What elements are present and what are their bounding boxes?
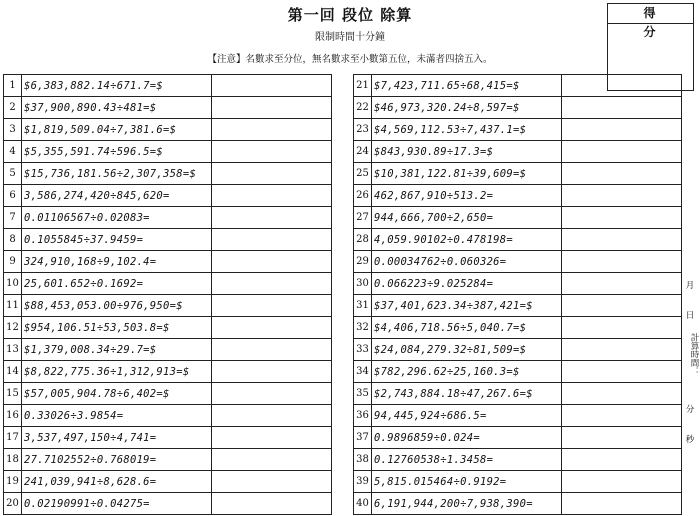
- question-row: [4, 405, 332, 427]
- answer-cell[interactable]: [212, 75, 332, 97]
- answer-cell[interactable]: [562, 295, 682, 317]
- question-row: [354, 185, 682, 207]
- question-number: 32: [354, 317, 372, 339]
- answer-cell[interactable]: [562, 471, 682, 493]
- question-row: [354, 251, 682, 273]
- answer-cell[interactable]: [212, 185, 332, 207]
- question-number: 9: [4, 251, 22, 273]
- question-expression: $37,900,890.43÷481=$: [22, 97, 212, 119]
- question-expression: 0.33026÷3.9854=: [22, 405, 212, 427]
- question-number: 19: [4, 471, 22, 493]
- answer-cell[interactable]: [212, 163, 332, 185]
- answer-cell[interactable]: [212, 471, 332, 493]
- question-expression: $46,973,320.24÷8,597=$: [372, 97, 562, 119]
- question-expression: 0.1055845÷37.9459=: [22, 229, 212, 251]
- question-number: 5: [4, 163, 22, 185]
- question-number: 18: [4, 449, 22, 471]
- question-number: 40: [354, 493, 372, 515]
- question-expression: $4,406,718.56÷5,040.7=$: [372, 317, 562, 339]
- question-expression: $15,736,181.56÷2,307,358=$: [22, 163, 212, 185]
- question-number: 20: [4, 493, 22, 515]
- answer-cell[interactable]: [212, 119, 332, 141]
- question-expression: $1,379,008.34÷29.7=$: [22, 339, 212, 361]
- question-row: [4, 295, 332, 317]
- question-row: [4, 251, 332, 273]
- time-limit: 限制時間十分鐘: [315, 32, 385, 43]
- side-label-calc-time: 計算時間：: [689, 332, 699, 376]
- answer-cell[interactable]: [212, 427, 332, 449]
- question-number: 35: [354, 383, 372, 405]
- question-number: 11: [4, 295, 22, 317]
- question-expression: 25,601.652÷0.1692=: [22, 273, 212, 295]
- question-row: [354, 295, 682, 317]
- question-row: [4, 163, 332, 185]
- question-number: 25: [354, 163, 372, 185]
- question-number: 4: [4, 141, 22, 163]
- question-row: [4, 229, 332, 251]
- answer-cell[interactable]: [562, 383, 682, 405]
- answer-cell[interactable]: [562, 185, 682, 207]
- question-expression: $782,296.62÷25,160.3=$: [372, 361, 562, 383]
- answer-cell[interactable]: [562, 163, 682, 185]
- answer-cell[interactable]: [562, 75, 682, 97]
- answer-cell[interactable]: [562, 97, 682, 119]
- score-label: 得 分: [608, 4, 693, 24]
- answer-cell[interactable]: [212, 207, 332, 229]
- question-number: 29: [354, 251, 372, 273]
- question-expression: 0.9896859÷0.024=: [372, 427, 562, 449]
- question-expression: 324,910,168÷9,102.4=: [22, 251, 212, 273]
- answer-cell[interactable]: [212, 405, 332, 427]
- question-row: [4, 141, 332, 163]
- question-number: 13: [4, 339, 22, 361]
- question-expression: $5,355,591.74÷596.5=$: [22, 141, 212, 163]
- question-number: 30: [354, 273, 372, 295]
- answer-cell[interactable]: [562, 141, 682, 163]
- question-row: [354, 119, 682, 141]
- question-number: 26: [354, 185, 372, 207]
- question-row: [4, 185, 332, 207]
- question-expression: $843,930.89÷17.3=$: [372, 141, 562, 163]
- question-table-right: [353, 74, 682, 515]
- question-number: 16: [4, 405, 22, 427]
- answer-cell[interactable]: [212, 97, 332, 119]
- question-number: 31: [354, 295, 372, 317]
- question-number: 21: [354, 75, 372, 97]
- question-number: 3: [4, 119, 22, 141]
- question-row: [4, 383, 332, 405]
- question-row: [354, 163, 682, 185]
- answer-cell[interactable]: [212, 141, 332, 163]
- question-expression: 944,666,700÷2,650=: [372, 207, 562, 229]
- question-expression: $7,423,711.65÷68,415=$: [372, 75, 562, 97]
- question-number: 6: [4, 185, 22, 207]
- question-number: 36: [354, 405, 372, 427]
- question-number: 1: [4, 75, 22, 97]
- question-row: [354, 141, 682, 163]
- answer-cell[interactable]: [212, 339, 332, 361]
- question-expression: 6,191,944,200÷7,938,390=: [372, 493, 562, 515]
- question-row: [4, 317, 332, 339]
- question-expression: $24,084,279.32÷81,509=$: [372, 339, 562, 361]
- question-row: [4, 493, 332, 515]
- question-row: [354, 449, 682, 471]
- side-label-month: 月: [685, 281, 695, 291]
- instruction-note: 【注意】名數求至分位，無名數求至小數第五位，未滿者四捨五入。: [207, 54, 493, 65]
- question-row: [4, 97, 332, 119]
- answer-cell[interactable]: [562, 405, 682, 427]
- answer-cell[interactable]: [212, 449, 332, 471]
- question-row: [354, 339, 682, 361]
- question-expression: $37,401,623.34÷387,421=$: [372, 295, 562, 317]
- question-row: [4, 273, 332, 295]
- question-number: 12: [4, 317, 22, 339]
- question-number: 14: [4, 361, 22, 383]
- answer-cell[interactable]: [562, 119, 682, 141]
- question-expression: 94,445,924÷686.5=: [372, 405, 562, 427]
- question-row: [4, 339, 332, 361]
- question-expression: 3,586,274,420÷845,620=: [22, 185, 212, 207]
- question-row: [354, 427, 682, 449]
- question-number: 28: [354, 229, 372, 251]
- answer-cell[interactable]: [562, 339, 682, 361]
- question-expression: 0.01106567÷0.02083=: [22, 207, 212, 229]
- question-number: 33: [354, 339, 372, 361]
- question-row: [354, 317, 682, 339]
- question-row: [4, 427, 332, 449]
- question-number: 39: [354, 471, 372, 493]
- question-expression: $2,743,884.18÷47,267.6=$: [372, 383, 562, 405]
- answer-cell[interactable]: [562, 251, 682, 273]
- question-number: 22: [354, 97, 372, 119]
- question-number: 24: [354, 141, 372, 163]
- answer-cell[interactable]: [212, 383, 332, 405]
- question-row: [354, 405, 682, 427]
- question-number: 7: [4, 207, 22, 229]
- answer-cell[interactable]: [562, 449, 682, 471]
- question-number: 8: [4, 229, 22, 251]
- question-row: [4, 75, 332, 97]
- page-title: 第一回 段位 除算: [287, 6, 413, 24]
- question-row: [354, 361, 682, 383]
- answer-cell[interactable]: [212, 361, 332, 383]
- question-expression: $954,106.51÷53,503.8=$: [22, 317, 212, 339]
- answer-cell[interactable]: [562, 317, 682, 339]
- question-row: [354, 471, 682, 493]
- question-expression: 5,815.015464÷0.9192=: [372, 471, 562, 493]
- question-number: 17: [4, 427, 22, 449]
- answer-cell[interactable]: [212, 493, 332, 515]
- question-row: [354, 207, 682, 229]
- question-expression: 0.00034762÷0.060326=: [372, 251, 562, 273]
- answer-cell[interactable]: [212, 229, 332, 251]
- question-number: 34: [354, 361, 372, 383]
- question-expression: 0.02190991÷0.04275=: [22, 493, 212, 515]
- question-row: [4, 449, 332, 471]
- answer-cell[interactable]: [562, 361, 682, 383]
- question-expression: 462,867,910÷513.2=: [372, 185, 562, 207]
- question-expression: $6,383,882.14÷671.7=$: [22, 75, 212, 97]
- question-expression: $1,819,509.04÷7,381.6=$: [22, 119, 212, 141]
- answer-cell[interactable]: [562, 207, 682, 229]
- answer-cell[interactable]: [212, 317, 332, 339]
- question-number: 2: [4, 97, 22, 119]
- side-label-day: 日: [685, 311, 695, 321]
- question-row: [354, 75, 682, 97]
- answer-cell[interactable]: [562, 273, 682, 295]
- question-number: 15: [4, 383, 22, 405]
- answer-cell[interactable]: [562, 229, 682, 251]
- answer-cell[interactable]: [562, 427, 682, 449]
- question-row: [4, 361, 332, 383]
- question-number: 27: [354, 207, 372, 229]
- question-number: 38: [354, 449, 372, 471]
- side-label-minute: 分: [685, 405, 695, 415]
- question-number: 37: [354, 427, 372, 449]
- answer-cell[interactable]: [212, 251, 332, 273]
- question-row: [354, 97, 682, 119]
- question-row: [354, 493, 682, 515]
- question-expression: $8,822,775.36÷1,312,913=$: [22, 361, 212, 383]
- question-expression: 4,059.90102÷0.478198=: [372, 229, 562, 251]
- question-expression: 27.7102552÷0.768019=: [22, 449, 212, 471]
- question-row: [4, 471, 332, 493]
- answer-cell[interactable]: [212, 295, 332, 317]
- question-expression: 241,039,941÷8,628.6=: [22, 471, 212, 493]
- question-row: [4, 119, 332, 141]
- answer-cell[interactable]: [562, 493, 682, 515]
- question-number: 23: [354, 119, 372, 141]
- question-expression: 0.12760538÷1.3458=: [372, 449, 562, 471]
- answer-cell[interactable]: [212, 273, 332, 295]
- question-expression: $4,569,112.53÷7,437.1=$: [372, 119, 562, 141]
- question-row: [4, 207, 332, 229]
- question-row: [354, 229, 682, 251]
- question-expression: $10,381,122.81÷39,609=$: [372, 163, 562, 185]
- question-row: [354, 273, 682, 295]
- question-expression: 3,537,497,150÷4,741=: [22, 427, 212, 449]
- question-row: [354, 383, 682, 405]
- question-table-left: [3, 74, 332, 515]
- question-expression: 0.066223÷9.025284=: [372, 273, 562, 295]
- question-expression: $57,005,904.78÷6,402=$: [22, 383, 212, 405]
- side-label-second: 秒: [685, 435, 695, 445]
- question-number: 10: [4, 273, 22, 295]
- question-expression: $88,453,053.00÷976,950=$: [22, 295, 212, 317]
